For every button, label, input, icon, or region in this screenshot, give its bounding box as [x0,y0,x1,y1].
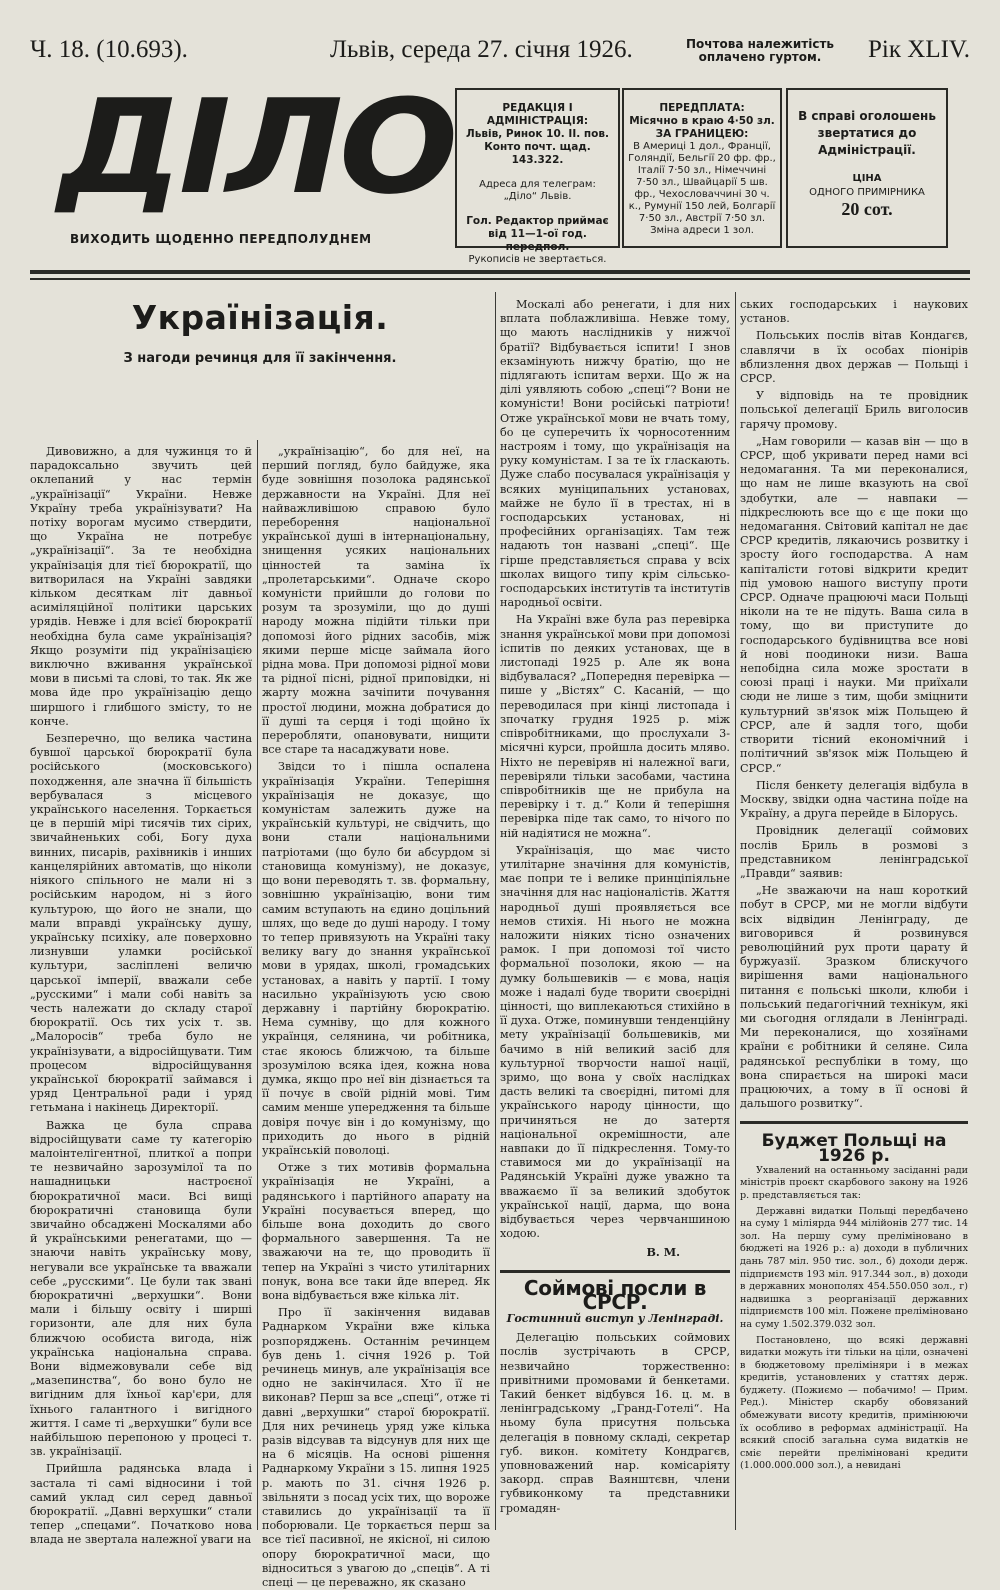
article-paragraph: Прийшла радянська влада і застала ті самі відносини і той самий уклад сил серед давньої бюрократії. „Давні верхушки“ стали тепер „спецами“. Початково нова влада не звертала належної уваги на [30,1462,252,1547]
top-line [30,36,970,72]
section-rule [740,1121,968,1124]
column-3 [500,298,730,1534]
editorial-hours: Гол. Редактор приймає від 11—1-ої год. передпол. [466,215,609,253]
article-paragraph: Звідси то і пішла оспалена українізація України. Теперішня українізація не доказує, що комуністам залежить дуже на українській культурі, не свідчить, що вони стали національними патріотами (що було би абсурдом зі становища комунізму), не доказує, що вони переводять т. зв. формальну, зовнішню українізацію, вони тим самим вступають на єдино доцільний шлях, що веде до душі народу. І тому то тепер привязують на Україні таку велику вагу до знання української мови в урядах, школі, громадських установах, а навіть у партії. І тому насильно українізують усю свою державну і партійну бюрократію. Нема сумніву, що для кожного українця, селянина, чи робітника, стає якоюсь ближчою, та більше зрозумілою всяка ідея, кожна нова думка, якщо про неї він дізнається та її почує в своїй рідній мові. Тим самим менше упередження та більше довіря почує він і до комунізму, що приходить до нього в рідній українській поволоці. [262,760,490,1157]
masthead-rule-thin [30,278,970,280]
subscription-heading: ПЕРЕДПЛАТА: [659,102,745,114]
masthead-subtitle: ВИХОДИТЬ ЩОДЕННО ПЕРЕДПОЛУДНЕМ [70,232,372,246]
article-paragraph: У відповідь на те провідник польської делегації Бриль виголосив гарячу промову. [740,389,968,431]
article-paragraph: Провідник делегації соймових послів Бриль в розмові з представником ленінградської „Правди“ заявив: [740,824,968,880]
subscription-rates: В Америці 1 дол., Франції, Голяндії, Бельгії 20 фр. фр., Італії 7·50 зл., Німеччині 7·50 зл., Швайцарії 5 шв. фр., Чехословаччині 30 ч. к., Румунії 150 лей, Болгарії 7·50 зл., Австрії 7·50 зл. Зміна адреси 1 зол. [628,141,776,236]
issue-date: Львів, середа 27. січня 1926. [330,36,633,63]
editorial-account: Конто почт. щад. 143.322. [484,141,591,166]
article-paragraph: Ухвалений на останньому засіданні ради міністрів проєкт скарбового закону на 1926 р. представляється так: [740,1164,968,1201]
subscription-monthly: Місячно в краю 4·50 зл. [629,115,775,127]
article-paragraph: „Не зважаючи на наш короткий побут в СРСР, ми не могли відбути всіх відвідин Ленінграду, де виговорився й розвинувся революційний рух проти царату й буржуазії. Зразком блискучого вирішення вами національного питання є польські школи, клюби і польський педагогічний технікум, які ми сьогодня оглядали в Ленінграді. Ми переконалися, що хозяїнами країни є робітники й селяне. Сила радянської республіки в тому, що вона спирається на широкі маси працюючих, а тому в її основі й дальшого розвитку“. [740,884,968,1111]
article-paragraph: Важка це була справа відросійщувати саме ту категорію малоінтелігентної, плиткої а попри те незвичайно зарозумілої та по нашадницьки настроєної бюрократичної маси. Всі вищі бюрократичні становища були звичайно обсаджені Москалями або й українськими ренегатами, що — знаючи навіть українську мову, негували все українське та вважали себе „русскими“. Це були так звані бюрократичні „верхушки“. Вони мали і більшу освіту і ширші горизонти, але для них була ближчою особиста вигода, ніж українська національна справа. Вони відмежовували себе від „мазепинства“, бо воно було не вигідним для їхньої кар'єри, для їхнього галантного і вигідного життя. І саме ті „верхушки“ були все найбільшою перепоною у процесі т. зв. українізації. [30,1118,252,1459]
editorial-telegram: Адреса для телеграм: „Діло“ Львів. [479,179,596,202]
masthead-rule-thick [30,270,970,274]
budget-title: Буджет Польщі на 1926 р. [761,1131,947,1166]
subscription-abroad-heading: ЗА ГРАНИЦЕЮ: [655,128,749,140]
price-box [786,88,948,248]
article-paragraph: Державні видатки Польщі передбачено на суму 1 міліярда 944 мілійонів 277 тис. 14 зол. На першу суму преліміновано в бюджеті на 1926 р.: а) доходи в публичних дань 787 міл. 950 тис. зол., б) доходи держ. підприємств 193 міл. 917.344 зол., в) доходи в державних монополях 454.550.050 зол., г) надвишка з реорганізації державних підприємств 100 міл. Пожене преліміновано на суму 1.502.379.032 зол. [740,1205,968,1330]
article-paragraph: Про її закінчення видавав Раднарком України вже кілька розпоряджень. Останнім речинцем був день 1. січня 1926 р. Той речинець минув, але українізація все одно не закінчилася. Хто її не виконав? Перш за все „спеці“, отже ті давні „верхушки“ старої бюрократії. Для них речинець уряд уже кілька разів відсував та відсунув для них ще на 6 місяців. На основі рішення Раднаркому України з 15. липня 1925 р. мають по 31. січня 1926 р. звільняти з посад усіх тих, що вороже ставились до українізації та її поборювали. Це торкається перш за все тієї пасивної, не якісної, ні силою опору бюрократичної маси, що відноситься з увагою до „спеців“. А ті спеці — це переважно, як сказано [262,1306,490,1590]
column-4 [740,298,968,1534]
subscription-box [622,88,782,248]
editorial-manuscripts: Рукописів не звертається. [468,254,607,265]
article-paragraph: Отже з тих мотивів формальна українізація не Україні, а радянського і партійного апарату на Україні посувається вперед, що більше вона доходить до свого формального завершення. Та не зважаючи на те, що проводить її тепер на Україні з чисто утилітарних понук, вона все таки йде вперед. Як вона відбувається вже кілька літ. [262,1161,490,1302]
postage-line-2: оплачено гуртом. [698,50,822,64]
article-paragraph: Москалі або ренегати, і для них вплата поблажливіша. Невже тому, що мають наслідників у нижчої братії? Відбувається іспити! І знов екзамінують нижчу братію, що не підлягають іспитам верхи. Що ж на ділі уявляють собою „спеці“? Вони не комуністи! Вони російські патріоти! Отже української мови не вчать тому, бо це суперечить їх чорносотенним настроям і тому, що українізація на руку комуністам. І за те їх гласкають. Дуже слабо посувалася українізація у всяких муніципальних установах, майже не було її в трестах, ні в господарських установах, ні професійних організаціях. Там теж надають тон названі „спеці“. Ще гірше представляється справа у всіх школах вищого типу крім сільсько-господарських інститутів та інститутів народньої освіти. [500,298,730,610]
volume-year: Рік XLIV. [868,36,970,63]
price-label: ЦІНА [852,173,882,184]
article-paragraph: Дивовижно, а для чужинця то й парадоксально звучить цей оклепаний у нас термін „українізації“ України. Невже Україну треба українізувати? На потіху ворогам мусимо ствердити, що Україна не потребує „українізації“. За те необхідна українізація для тієї бюрократії, що витворилася на Україні завдяки кільком десяткам літ давньої асиміляційної політики царських урядів. Невже і для всієї бюрократії необхідна була саме українізація? Якщо розуміти під українізацією виключно вживання української мови в письмі та слові, то так. Як же мова йде про українізацію дещо ширшого і глибшого змісту, то не конче. [30,445,252,728]
ukrainization-headline [30,298,490,366]
issue-number: Ч. 18. (10.693). [30,36,188,63]
editorial-box [455,88,620,265]
article-paragraph: Делегацію польських соймових послів зустрічають в СРСР, незвичайно торжественно: привітними промовами й бенкетами. Такий бенкет відбувся 16. ц. м. в ленінградському „Гранд-Готелі“. На ньому була присутня польська делегація в повному складі, секретар губ. викон. комітету Кондрагєв, уповноважений нар. комісаріяту закорд. справ Ваянштєвн, члени губвиконкому та представники громадян- [500,1331,730,1515]
article-paragraph: „Нам говорили — казав він — що в СРСР, щоб укривати перед нами всі недомагання. Та ми переконалися, що нам не лише вказують на свої здобутки, але — навпаки — підкреслюють все що є ще поки що недомагання. Світовий капітал не дає СРСР кредитів, лякаючись розвитку і зросту його господарства. А нам капіталісти готові відкрити кредит під умовою нашого виступу проти СРСР. Одначе працюючі маси Польщі ніколи на те не підуть. Ваша сила в тому, що ви приступите до господарського будівництва все нові й нові поодиноки низи. Ваша непобідна сила може зростати в союзі праці і науки. Ми приїхали сюди не лише з тим, щоби зміцнити культурний зв'язок між Польщею й СРСР, але й задля того, щоби створити тісний економічний і політичний зв'язок між Польщею й СРСР.“ [740,434,968,775]
column-rule-3 [735,292,736,1530]
editorial-heading: РЕДАКЦІЯ І АДМІНІСТРАЦІЯ: [486,102,589,127]
article-paragraph: Постановлено, що всякі державні видатки можуть іти тільки на ціли, означені в бюджетовому преліміняри і в межах кредитів, установлених у статтях держ. буджету. (Пожиємо — побачимо! — Прим. Ред.). Міністер скарбу обовязаний обмежувати висоту кредитів, примінюючи їх особливо в реформах адміністрації. На всякий спосіб загальна сума видатків не сміє перейти преліміновані кредити (1.000.000.000 зол.), а невидані [740,1334,968,1472]
article-paragraph: Польських послів вітав Кондагєв, славлячи в їх особах піонірів вблизлення двох держав — Польщі і СРСР. [740,329,968,386]
masthead-title: ДІЛО [58,71,454,223]
article-paragraph: ських господарських і наукових установ. [740,298,968,326]
sejm-deputies-title: Соймові посли в СРСР. [523,1275,707,1314]
editorial-address: Львів, Ринок 10. II. пов. [465,128,609,140]
article-paragraph: Українізація, що має чисто утилітарне значіння для комуністів, має попри те і велике принціпіяльне значіння для нас націоналістів. Жаття народньої душі проявляється все немов стихія. Ні нього не можна наложити ніяких тісно означених рамок. І при допомозі тої чисто формальної позолоки, якою — на думку большевиків — є мова, нація може і надалі буде творити своєрідні цінності, що виплекаються стихійно в її духа. Отже, поминувши тенденційну мету українізації большевиків, ми бачимо в ній великий засіб для культурної творчости нашої нації, зримо, що вона у своїх наслідках дасть великі та своєрідні, питомі для українського народу цінности, що причиняться не до затертя національної окремішности, але навпаки до її підкреслення. Тому-то ставимося ми до українізації на Радянській Україні дуже уважно та вважаємо її за великий здобуток української нації, дарма, що вона відбувається через червчаншиною ходою. [500,843,730,1241]
postage-line-1: Почтова належитість [686,37,834,51]
article-paragraph: Безперечно, що велика частина бувшої царської бюрократії була російського (московського) походження, але значна її більшість вербувалася з місцевого українського населення. Торкається це в першій мірі тисячів тих сірих, звичайненьких собі, Богу духа винних, писарів, рахівників і инших канцелярійних автоматів, що ніколи ніякого спільного не мали ні з російським народом, ні з його культурою, що його не знали, що мали вправді українську душу, українську психіку, але поверховно лизнувши уламки російської культури, засліплені величю царської імперії, вважали себе „русскими“ і мали собі навіть за честь належати до складу старої бюрократії. Ось тих усіх т. зв. „Малоросів“ треба було не українізувати, а відросійщувати. Тим процесом відросійщування української бюрократії займався і уряд Центральної ради і уряд гетьмана і накінець Директорії. [30,732,252,1115]
ukrainization-title: Українізація. [131,298,389,337]
column-rule-1 [257,440,258,1530]
sejm-deputies-kicker: Гостинний виступ у Ленінграді. [506,1311,724,1326]
article-paragraph: „українізацію“, бо для неї, на перший погляд, було байдуже, яка буде зовнішня позолока радянської державности на Україні. Для неї найважливішою справою було переборення національної української душі в інтернаціональну, знищення усяких національних цінностей та заміна їх „пролетарськими“. Одначе скоро комуністи прийшли до голови по розум та зрозуміли, що до душі народу можна підійти тільки при допомозі його рідних засобів, між якими перше місце займала його рідна мова. При допомозі рідної мови та рідної пісні, рідної приповідки, ні жарту можна зачіпити почування простої людини, можна добратися до її душі та серця і тоді щойно їх переробляти, опановувати, нищити все старе та насаджувати нове. [262,445,490,757]
column-rule-2 [495,292,496,1530]
ads-notice: В справі оголошень звертатися до Адміністрації. [798,109,936,157]
ukrainization-subtitle: З нагоди речинця для її закінчення. [123,351,397,366]
postage-note [686,38,834,64]
column-1 [30,445,252,1547]
article-paragraph: На Україні вже була раз перевірка знання української мови при допомозі іспитів по деяких установах, ще в листопаді 1925 р. Але як вона відбувалася? „Попередня перевірка — пише у „Вістях“ С. Касаній, — що переводилася при кінці листопада і зпочатку грудня 1925 р. між співробітниками, що прослухали 3-місячні курси, пройшла досить мляво. Ніхто не перевіряв ні належної ваги, перевіряли тільки засобами, частина співробітників ще не прибула на перевірку і т. д.“ Коли й теперішня перевірка піде так само, то нічого по ній надіятися не можна“. [500,613,730,840]
price-value: 20 сот. [841,199,893,219]
article-signature: В. М. [646,1245,680,1260]
section-rule [500,1270,730,1273]
column-2 [262,445,490,1590]
article-paragraph: Після бенкету делегація відбула в Москву, звідки одна частина поїде на Україну, а друга перейде в Білорусь. [740,778,968,821]
price-copy: ОДНОГО ПРИМІРНИКА [809,187,925,198]
